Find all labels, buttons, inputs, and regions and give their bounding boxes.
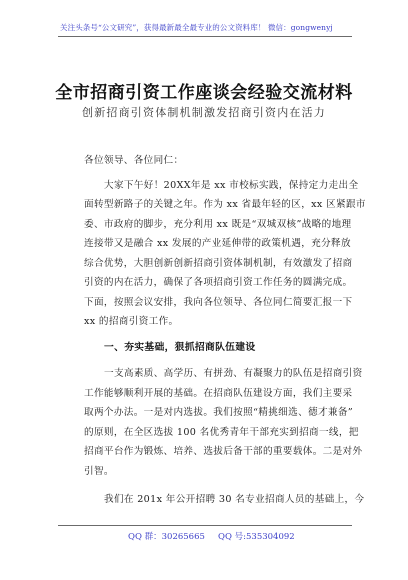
document-title: 全市招商引资工作座谈会经验交流材料 xyxy=(55,83,353,103)
header-notice: 关注头条号“公文研究”，获得最新最全最专业的公文资料库！ 微信：gongwenyj xyxy=(60,23,333,32)
paragraph-line: xx 的招商引资工作。 xyxy=(84,316,179,327)
paragraph-line: 招商平台作为锻炼、培养、选拔后备干部的重要载体。二是对外 xyxy=(84,446,363,457)
section-heading: 一、夯实基础，狠抓招商队伍建设 xyxy=(104,342,256,353)
paragraph-line: 综合优势，大胆创新创新招商引资体制机制，有效激发了招商 xyxy=(84,257,353,269)
footer-qq-number: QQ 号:535304092 xyxy=(218,532,295,542)
salutation: 各位领导、各位同仁： xyxy=(84,155,184,166)
paragraph-line: 大家下午好！20XX年是 xx 市校标实践，保持定力走出全 xyxy=(104,180,359,191)
paragraph-line: 工作能够顺利开展的基础。在招商队伍建设方面，我们主要采 xyxy=(84,387,353,399)
paragraph-line: 的原则，在全区选拔 100 名优秀青年干部充实到招商一线，把 xyxy=(84,426,359,438)
paragraph-line: 引资的内在活力，确保了各项招商引资工作任务的圆满完成。 xyxy=(84,277,353,288)
footer-divider xyxy=(58,525,352,526)
paragraph-line: 连接带又是融合 xx 发展的产业延伸带的政策机遇，充分释放 xyxy=(84,238,351,249)
paragraph-line: 一支高素质、高学历、有拼劲、有凝聚力的队伍是招商引资 xyxy=(104,368,363,379)
paragraph-line: 取两个办法。一是对内选拔。我们按照“精挑细选、德才兼备” xyxy=(84,407,354,418)
document-subtitle: 创新招商引资体制机制激发招商引资内在活力 xyxy=(82,106,326,119)
paragraph-line: 我们在 201x 年公开招聘 30 名专业招商人员的基础上，今 xyxy=(104,494,365,505)
footer-qq-group: QQ 群：30265665 xyxy=(128,532,205,542)
header-divider xyxy=(58,36,352,37)
paragraph-line: 面转型新路子的关键之年。作为 xx 省最年轻的区，xx 区紧跟市 xyxy=(84,199,366,210)
paragraph-line: 引智。 xyxy=(84,465,114,477)
paragraph-line: 下面，按照会议安排，我向各位领导、各位同仁简要汇报一下 xyxy=(84,296,353,308)
paragraph-line: 委、市政府的脚步，充分利用 xx 既是“双城双核”战略的地理 xyxy=(84,218,352,230)
